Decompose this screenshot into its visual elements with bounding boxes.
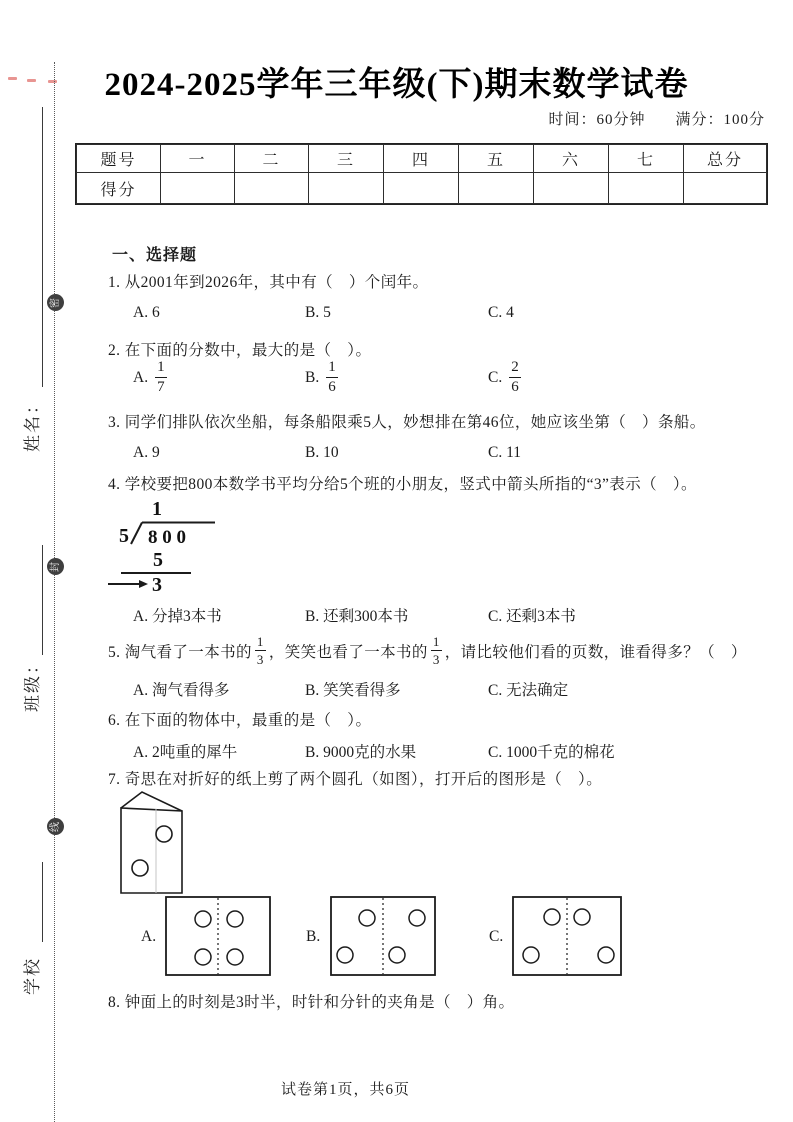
empty-score-cell xyxy=(235,173,309,204)
fraction-1-3: $\frac{1}{3}$ xyxy=(256,634,264,667)
school-blank-line xyxy=(40,862,43,942)
empty-score-cell xyxy=(534,173,609,204)
q1-option-c: C. 4 xyxy=(488,304,514,321)
fraction-1-3: $\frac{1}{3}$ xyxy=(432,634,440,667)
q5-option-c: C. 无法确定 xyxy=(488,682,569,699)
q4-option-a: A. 分掉3本书 xyxy=(133,608,222,625)
q5-text-part1: 5. 淘气看了一本书的 xyxy=(108,643,252,661)
name-field-label: 姓名： xyxy=(23,395,42,452)
q2-option-a xyxy=(133,360,167,395)
spacer xyxy=(45,712,46,862)
header-cell: 六 xyxy=(534,145,609,173)
hole xyxy=(227,949,243,965)
folded-paper-figure xyxy=(112,790,192,900)
seal-xian-label: 线 xyxy=(49,821,61,832)
q7-option-b-label: B. xyxy=(306,928,321,945)
q5-text-part2: ，笑笑也看了一本书的 xyxy=(268,643,428,661)
q1-option-b: B. 5 xyxy=(305,304,331,321)
fraction-2-6: $\frac{2}{6}$ xyxy=(511,359,519,395)
hole xyxy=(337,947,353,963)
exam-meta xyxy=(548,108,765,129)
cut-hole xyxy=(156,826,172,842)
header-cell: 四 xyxy=(384,145,459,173)
sealing-dotted-line xyxy=(54,62,55,1122)
q7-option-figure-c xyxy=(512,896,622,976)
question-8-text: 8. 钟面上的时刻是3时半，时针和分针的夹角是（ ）角。 xyxy=(108,994,515,1011)
empty-score-cell xyxy=(684,173,767,204)
q7-option-a-label: A. xyxy=(141,928,157,945)
arrow-head-icon xyxy=(139,580,148,588)
hole xyxy=(227,911,243,927)
division-quotient: 1 xyxy=(152,498,162,520)
seal-mi-label: 密 xyxy=(49,297,61,308)
long-division-figure xyxy=(105,496,225,598)
question-2-text: 2. 在下面的分数中，最大的是（ ）。 xyxy=(108,342,372,359)
division-dividend: 8 0 0 xyxy=(148,527,186,548)
q3-option-a: A. 9 xyxy=(133,444,160,461)
empty-score-cell xyxy=(609,173,684,204)
q2-option-a-label: A. xyxy=(133,368,149,386)
question-6-text: 6. 在下面的物体中，最重的是（ ）。 xyxy=(108,712,372,729)
division-divisor: 5 xyxy=(119,525,129,547)
question-3-options xyxy=(0,444,793,466)
score-table-score-row xyxy=(77,173,767,204)
question-5-text xyxy=(108,635,747,666)
paper-outline xyxy=(121,808,182,893)
fraction-1-7: $\frac{1}{7}$ xyxy=(157,359,165,395)
division-remainder: 3 xyxy=(152,574,162,596)
header-cell: 三 xyxy=(309,145,384,173)
q2-option-b xyxy=(305,360,338,395)
section-1-title: 一、选择题 xyxy=(112,247,198,264)
seal-feng-label: 封 xyxy=(49,561,61,572)
question-4-text: 4. 学校要把800本数学书平均分给5个班的小朋友，竖式中箭头所指的“3”表示（ ）。 xyxy=(108,476,697,493)
question-2-options xyxy=(0,360,793,404)
q1-option-a: A. 6 xyxy=(133,304,160,321)
q6-option-c: C. 1000千克的棉花 xyxy=(488,744,615,761)
empty-score-cell xyxy=(309,173,384,204)
hole xyxy=(523,947,539,963)
empty-score-cell xyxy=(161,173,235,204)
q5-text-part3: ，请比较他们看的页数，谁看得多？（ ） xyxy=(444,643,747,661)
hole xyxy=(574,909,590,925)
hole xyxy=(195,911,211,927)
question-5-options xyxy=(0,678,793,700)
name-blank-line xyxy=(40,107,43,387)
seal-feng-stamp xyxy=(47,558,64,575)
spacer xyxy=(45,942,46,957)
question-3-text: 3. 同学们排队依次坐船，每条船限乘5人，妙想排在第46位，她应该坐第（ ）条船。 xyxy=(108,414,706,431)
question-4-options xyxy=(0,604,793,626)
header-cell: 总分 xyxy=(684,145,767,173)
class-blank-line xyxy=(40,545,43,655)
hole xyxy=(359,910,375,926)
page-number-footer: 试卷第1页，共6页 xyxy=(281,1082,411,1098)
empty-score-cell xyxy=(384,173,459,204)
question-1-options xyxy=(0,304,793,326)
question-1-text: 1. 从2001年到2026年，其中有（ ）个闰年。 xyxy=(108,274,429,291)
q7-option-figure-b xyxy=(330,896,436,976)
header-cell: 七 xyxy=(609,145,684,173)
header-cell: 五 xyxy=(459,145,534,173)
q4-option-b: B. 还剩300本书 xyxy=(305,608,409,625)
q5-option-b: B. 笑笑看得多 xyxy=(305,682,401,699)
school-field-label: 学校 xyxy=(23,957,42,995)
score-row-label: 得分 xyxy=(77,173,161,204)
q2-option-c xyxy=(488,360,521,395)
header-cell: 二 xyxy=(235,145,309,173)
time-limit-label: 时间：60分钟 xyxy=(548,112,646,128)
class-field-label: 班级： xyxy=(23,655,42,712)
fraction-1-6: $\frac{1}{6}$ xyxy=(328,359,336,395)
empty-score-cell xyxy=(459,173,534,204)
cut-hole xyxy=(132,860,148,876)
score-table-header-row xyxy=(77,145,767,173)
hole xyxy=(389,947,405,963)
seal-xian-stamp xyxy=(47,818,64,835)
q5-option-a: A. 淘气看得多 xyxy=(133,682,230,699)
q6-option-a: A. 2吨重的犀牛 xyxy=(133,744,238,761)
hole xyxy=(195,949,211,965)
division-bracket-slash xyxy=(131,523,142,545)
q7-option-c-label: C. xyxy=(489,928,504,945)
q2-option-b-label: B. xyxy=(305,368,320,386)
q4-option-c: C. 还剩3本书 xyxy=(488,608,576,625)
question-6-options xyxy=(0,740,793,762)
header-cell: 题号 xyxy=(77,145,161,173)
exam-title: 2024-2025学年三年级(下)期末数学试卷 xyxy=(104,67,689,103)
hole xyxy=(598,947,614,963)
division-subtrahend: 5 xyxy=(153,549,163,571)
header-cell: 一 xyxy=(161,145,235,173)
score-table xyxy=(75,143,768,205)
question-7-text: 7. 奇思在对折好的纸上剪了两个圆孔（如图），打开后的图形是（ ）。 xyxy=(108,771,603,788)
full-score-label: 满分：100分 xyxy=(675,112,765,128)
student-info-strip xyxy=(16,95,46,995)
q7-option-figure-a xyxy=(165,896,271,976)
q3-option-c: C. 11 xyxy=(488,444,522,461)
q2-option-c-label: C. xyxy=(488,368,503,386)
q6-option-b: B. 9000克的水果 xyxy=(305,744,417,761)
hole xyxy=(409,910,425,926)
hole xyxy=(544,909,560,925)
q3-option-b: B. 10 xyxy=(305,444,339,461)
